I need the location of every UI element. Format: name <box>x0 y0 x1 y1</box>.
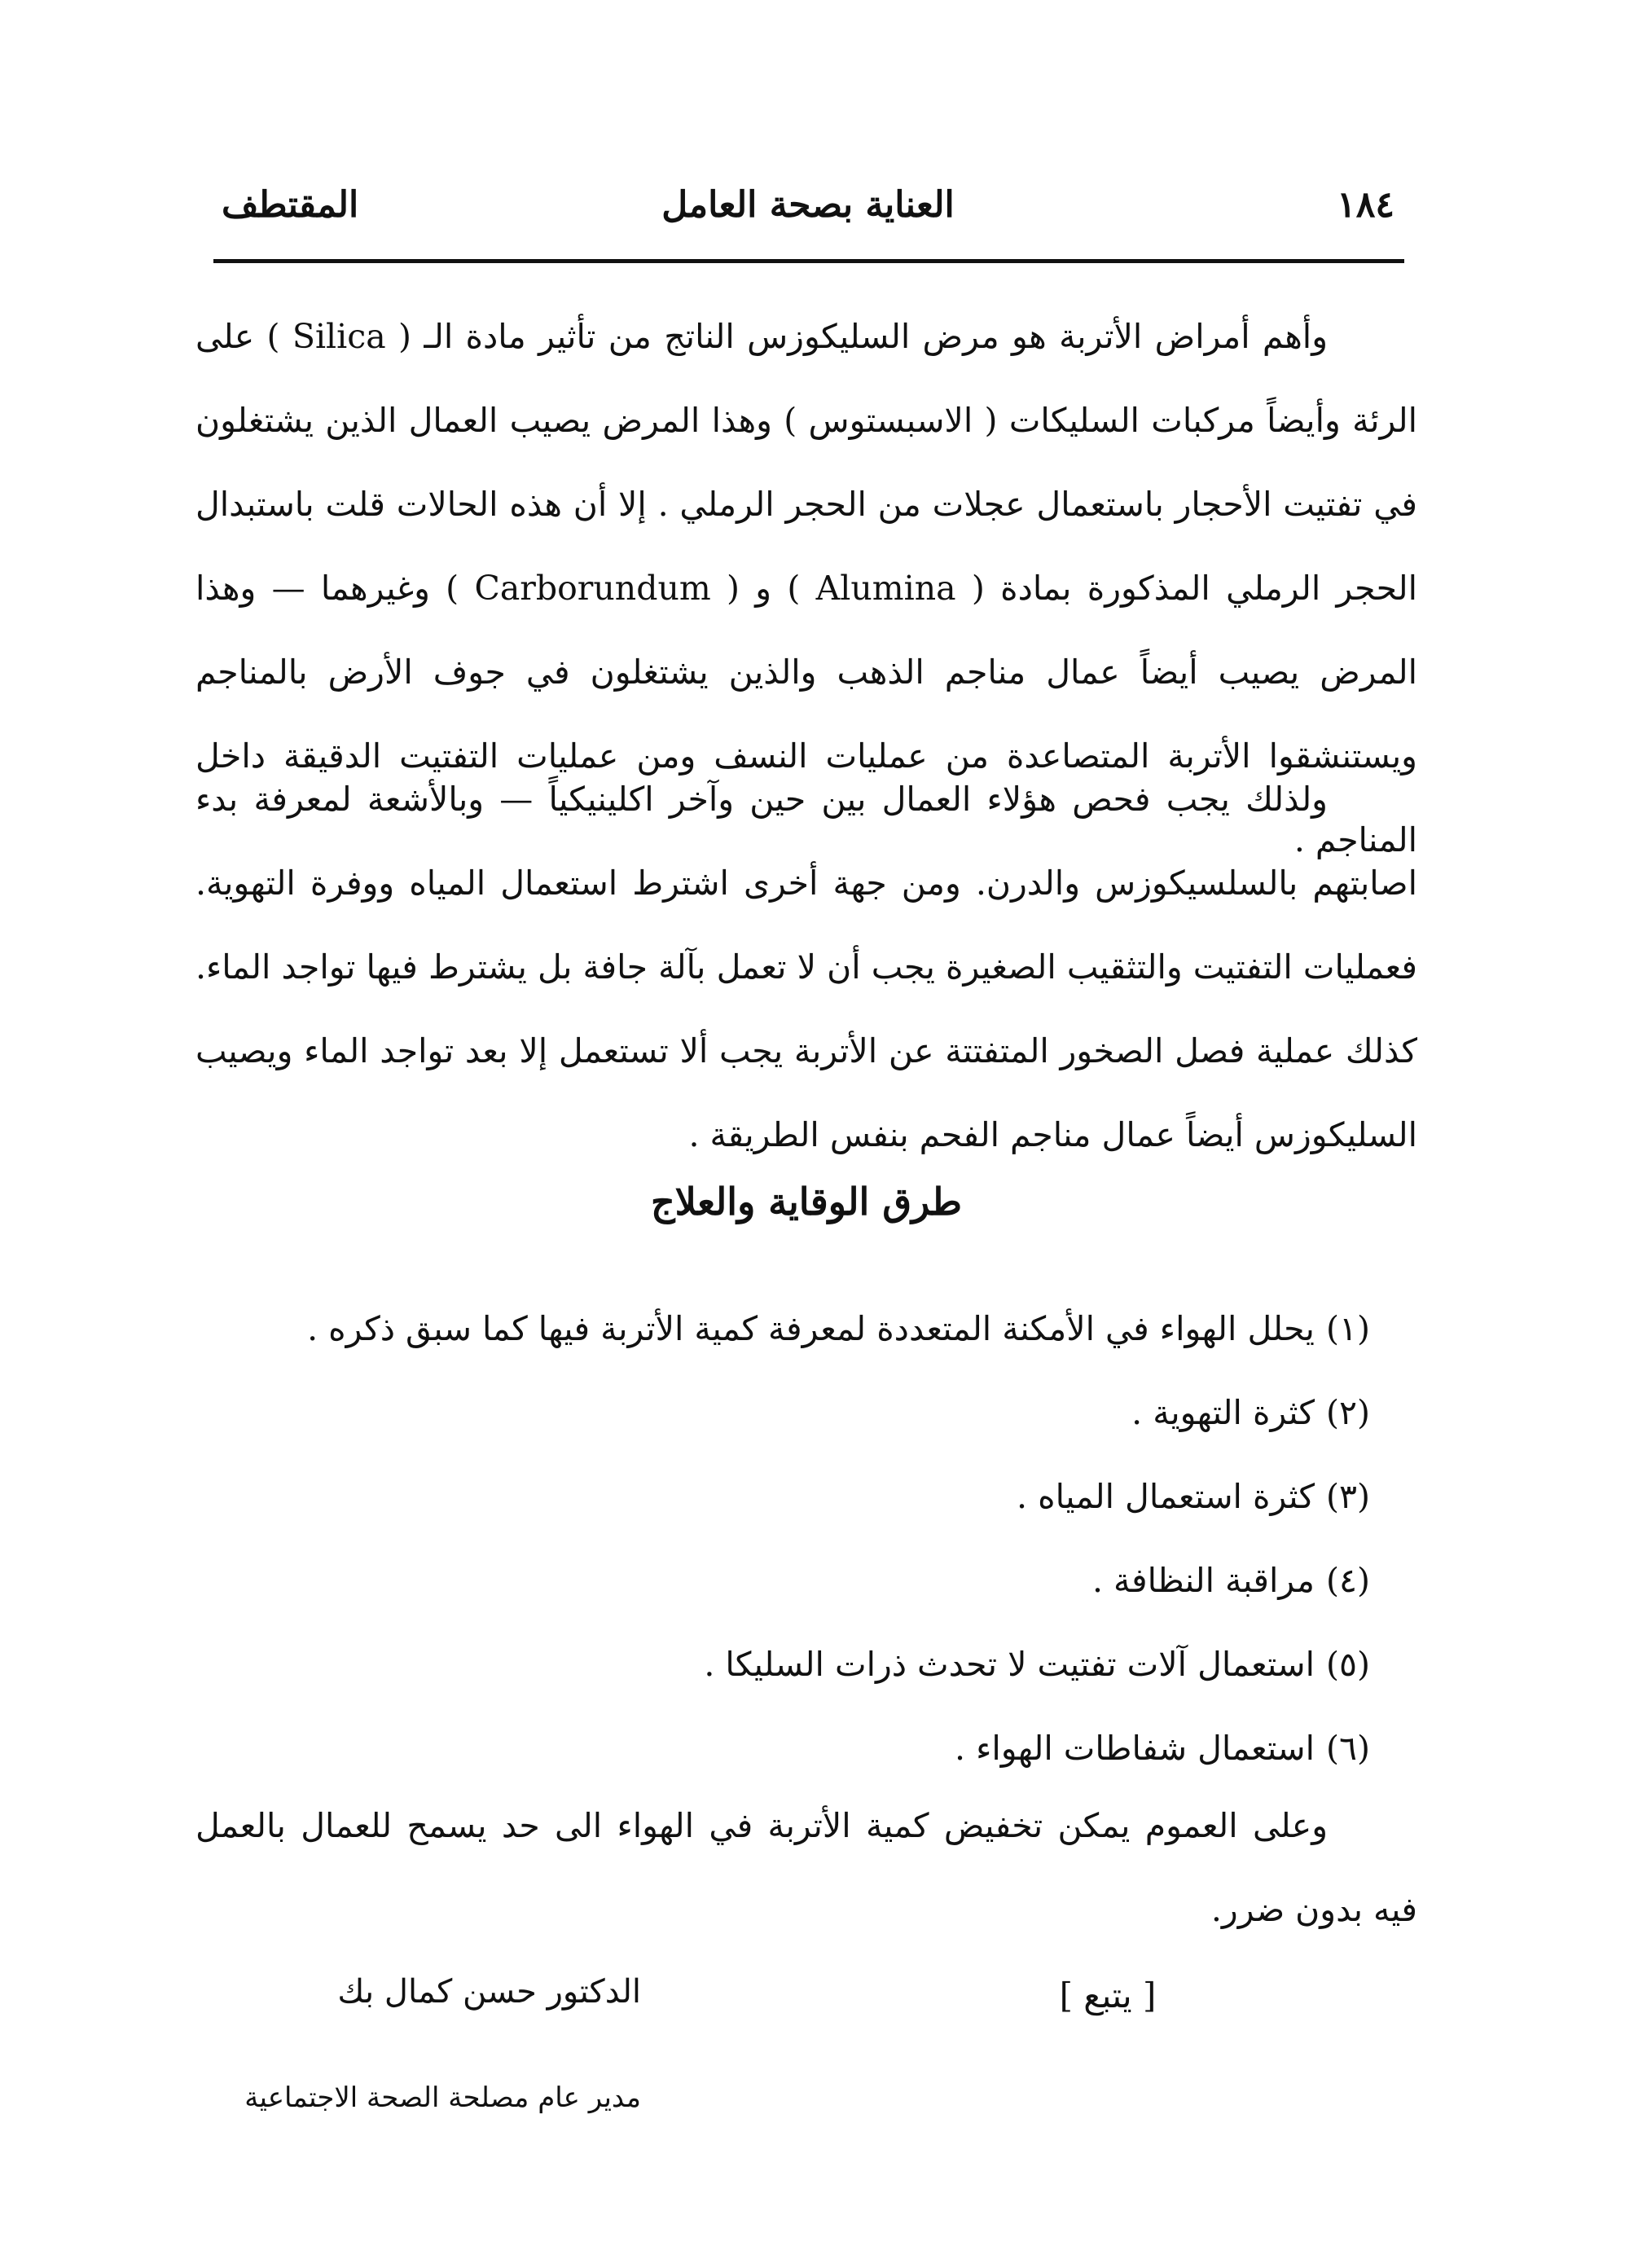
list-text: كثرة استعمال المياه . <box>1017 1477 1315 1516</box>
list-item <box>197 1455 1370 1539</box>
list-item <box>197 1623 1370 1707</box>
list-item <box>197 1371 1370 1455</box>
article-title: العناية بصحة العامل <box>661 184 955 226</box>
list-item <box>197 1707 1370 1791</box>
page-number: ١٨٤ <box>1337 184 1394 226</box>
running-header <box>222 181 1394 230</box>
author-signature: الدكتور حسن كمال بك <box>337 1973 641 2011</box>
list-text: يحلل الهواء في الأمكنة المتعددة لمعرفة كمية الأتربة فيها كما سبق ذكره . <box>307 1309 1315 1348</box>
list-number: (٤) <box>1325 1561 1370 1600</box>
continued-marker: [ يتبع ] <box>1059 1976 1157 2015</box>
list-text: كثرة التهوية . <box>1131 1393 1315 1432</box>
list-number: (٦) <box>1325 1729 1370 1768</box>
journal-name: المقتطف <box>222 184 359 226</box>
list-item <box>197 1287 1370 1371</box>
list-number: (١) <box>1325 1309 1370 1348</box>
author-title: مدير عام مصلحة الصحة الاجتماعية <box>244 2081 641 2114</box>
list-item <box>197 1539 1370 1623</box>
section-heading: طرق الوقاية والعلاج <box>650 1180 963 1224</box>
list-text: مراقبة النظافة . <box>1091 1561 1315 1600</box>
header-rule <box>213 259 1404 263</box>
list-number: (٥) <box>1325 1645 1370 1684</box>
list-text: استعمال شفاطات الهواء . <box>955 1729 1315 1768</box>
paragraph-examination: ولذلك يجب فحص هؤلاء العمال بين حين وآخر اكلينيكياً — وبالأشعة لمعرفة بدء اصابتهم بالسلسيكوزس والدرن. ومن جهة أخرى اشترط استعمال المياه ووفرة التهوية. فعمليات التفتيت والتثقيب الصغيرة يجب أن لا تعمل بآلة جافة بل يشترط فيها تواجد الماء. كذلك عملية فصل الصخور المتفتتة عن الأتربة يجب ألا تستعمل إلا بعد تواجد الماء ويصيب السليكوزس أيضاً عمال مناجم الفحم بنفس الطريقة . <box>195 780 1417 1154</box>
list-text: استعمال آلات تفتيت لا تحدث ذرات السليكا . <box>704 1645 1315 1684</box>
list-number: (٣) <box>1325 1477 1370 1516</box>
paragraph-silicosis: وأهم أمراض الأتربة هو مرض السليكوزس الناتج من تأثير مادة الـ ( Silica ) على الرئة وأيضاً مركبات السليكات ( الاسبستوس ) وهذا المرض يصيب العمال الذين يشتغلون في تفتيت الأحجار باستعمال عجلات من الحجر الرملي . إلا أن هذه الحالات قلت باستبدال الحجر الرملي المذكورة بمادة ( Alumina ) و ( Carborundum ) وغيرهما — وهذا المرض يصيب أيضاً عمال مناجم الذهب والذين يشتغلون في جوف الأرض بالمناجم ويستنشقوا الأتربة المتصاعدة من عمليات النسف ومن عمليات التفتيت الدقيقة داخل المناجم . <box>195 317 1417 859</box>
prevention-list <box>197 1287 1370 1791</box>
list-number: (٢) <box>1325 1393 1370 1432</box>
paragraph-conclusion: وعلى العموم يمكن تخفيض كمية الأتربة في الهواء الى حد يسمح للعمال بالعمل فيه بدون ضرر. <box>195 1806 1417 1929</box>
